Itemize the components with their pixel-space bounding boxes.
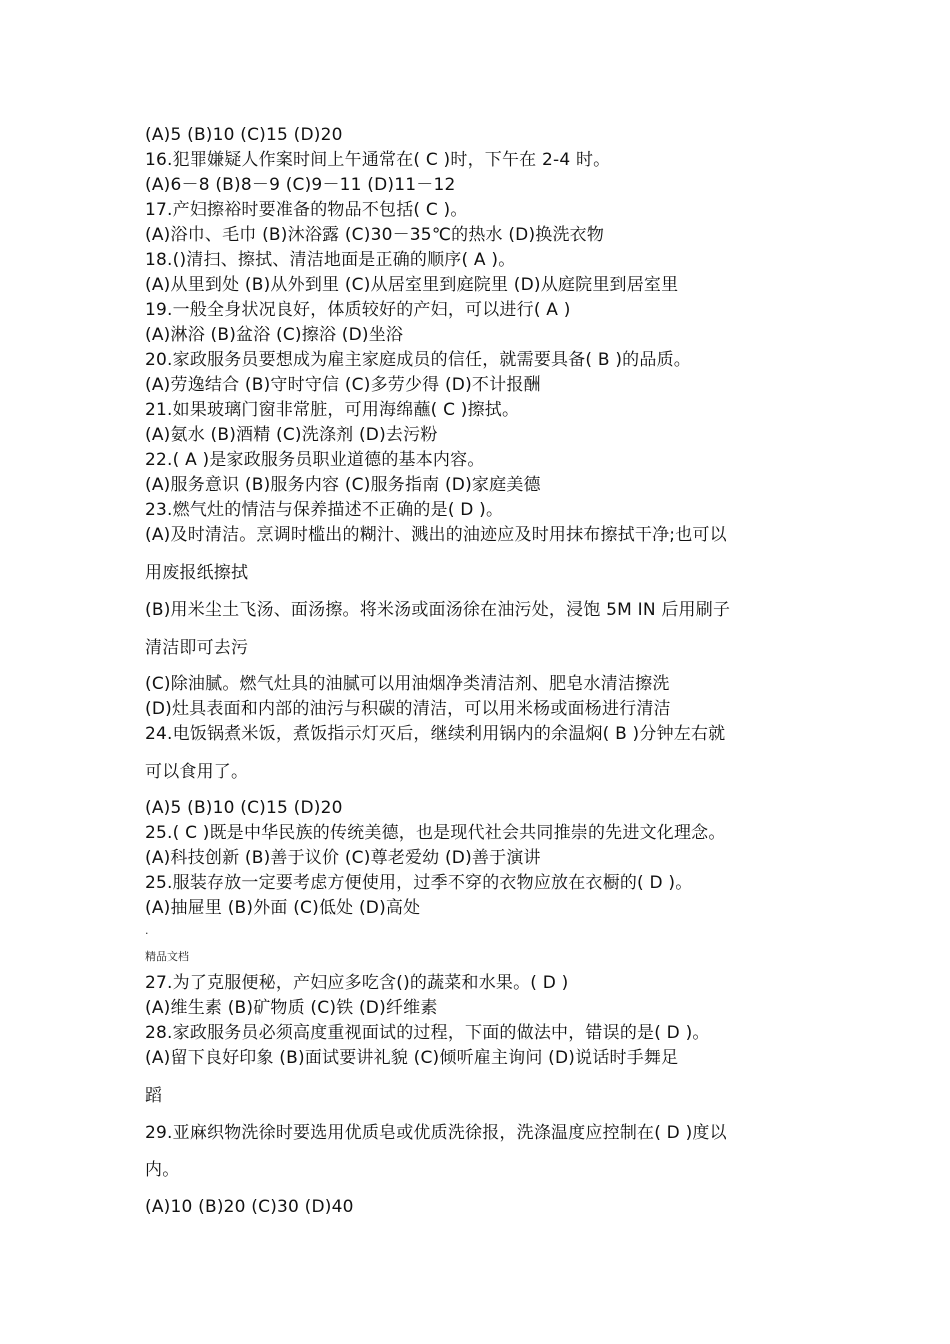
text-line: (C)除油腻。燃气灶具的油腻可以用油烟净类清洁剂、肥皂水清洁擦洗 <box>145 674 670 694</box>
text-line: (A)服务意识 (B)服务内容 (C)服务指南 (D)家庭美德 <box>145 475 541 495</box>
text-line: (B)用米尘土飞汤、面汤擦。将米汤或面汤徐在油污处，浸饱 5M IN 后用刷子 <box>145 600 731 620</box>
text-line: 29.亚麻织物洗徐时要选用优质皂或优质洗徐报，洗涤温度应控制在( D )度以 <box>145 1123 727 1143</box>
text-line: 24.电饭锅煮米饭，煮饭指示灯灭后，继续利用锅内的余温焖( B )分钟左右就 <box>145 724 726 744</box>
text-line: (A)淋浴 (B)盆浴 (C)擦浴 (D)坐浴 <box>145 325 404 345</box>
text-line: 可以食用了。 <box>145 762 249 782</box>
text-line: (D)灶具表面和内部的油污与积碳的清洁，可以用米杨或面杨进行清洁 <box>145 699 671 719</box>
text-line: (A)抽屉里 (B)外面 (C)低处 (D)高处 <box>145 898 421 918</box>
text-line: 25.服装存放一定要考虑方便使用，过季不穿的衣物应放在衣橱的( D )。 <box>145 873 693 893</box>
text-line: (A)劳逸结合 (B)守时守信 (C)多劳少得 (D)不计报酬 <box>145 375 541 395</box>
text-line: 27.为了克服便秘，产妇应多吃含()的蔬菜和水果。( D ) <box>145 973 569 993</box>
text-line: (A)6－8 (B)8－9 (C)9－11 (D)11－12 <box>145 175 456 195</box>
text-line: 23.燃气灶的情洁与保养描述不正确的是( D )。 <box>145 500 504 520</box>
text-line: (A)氨水 (B)酒精 (C)洗涤剂 (D)去污粉 <box>145 425 438 445</box>
text-line: 蹈 <box>145 1086 163 1106</box>
text-line: (A)科技创新 (B)善于议价 (C)尊老爱幼 (D)善于演讲 <box>145 848 541 868</box>
text-line: 16.犯罪嫌疑人作案时间上午通常在( C )时，下午在 2-4 时。 <box>145 150 611 170</box>
text-line: 用废报纸擦拭 <box>145 563 249 583</box>
text-line: 18.()清扫、擦拭、清洁地面是正确的顺序( A )。 <box>145 250 516 270</box>
text-line: (A)维生素 (B)矿物质 (C)铁 (D)纤维素 <box>145 998 438 1018</box>
text-line: (A)从里到处 (B)从外到里 (C)从居室里到庭院里 (D)从庭院里到居室里 <box>145 275 679 295</box>
text-line: 清洁即可去污 <box>145 638 249 658</box>
text-line: (A)5 (B)10 (C)15 (D)20 <box>145 125 343 145</box>
text-line: 22.( A )是家政服务员职业道德的基本内容。 <box>145 450 485 470</box>
text-line: (A)及时清洁。烹调时槛出的糊汁、溅出的油迹应及时用抹布擦拭干净;也可以 <box>145 525 727 545</box>
text-line: 21.如果玻璃门窗非常脏，可用海绵蘸( C )擦拭。 <box>145 400 520 420</box>
text-line: 20.家政服务员要想成为雇主家庭成员的信任，就需要具备( B )的品质。 <box>145 350 691 370</box>
text-line: 28.家政服务员必须高度重视面试的过程，下面的做法中，错误的是( D )。 <box>145 1023 710 1043</box>
footer-dot: . <box>145 924 149 937</box>
text-line: (A)10 (B)20 (C)30 (D)40 <box>145 1197 354 1217</box>
text-line: 17.产妇擦裕时要准备的物品不包括( C )。 <box>145 200 468 220</box>
text-line: 19.一般全身状况良好，体质较好的产妇，可以进行( A ) <box>145 300 571 320</box>
text-line: (A)5 (B)10 (C)15 (D)20 <box>145 798 343 818</box>
text-line: 25.( C )既是中华民族的传统美德，也是现代社会共同推崇的先进文化理念。 <box>145 823 726 843</box>
text-line: (A)浴巾、毛巾 (B)沐浴露 (C)30－35℃的热水 (D)换洗衣物 <box>145 225 605 245</box>
text-line: (A)留下良好印象 (B)面试要讲礼貌 (C)倾听雇主询问 (D)说话时手舞足 <box>145 1048 679 1068</box>
text-line: 内。 <box>145 1160 180 1180</box>
footer-label: 精品文档 <box>145 950 189 963</box>
